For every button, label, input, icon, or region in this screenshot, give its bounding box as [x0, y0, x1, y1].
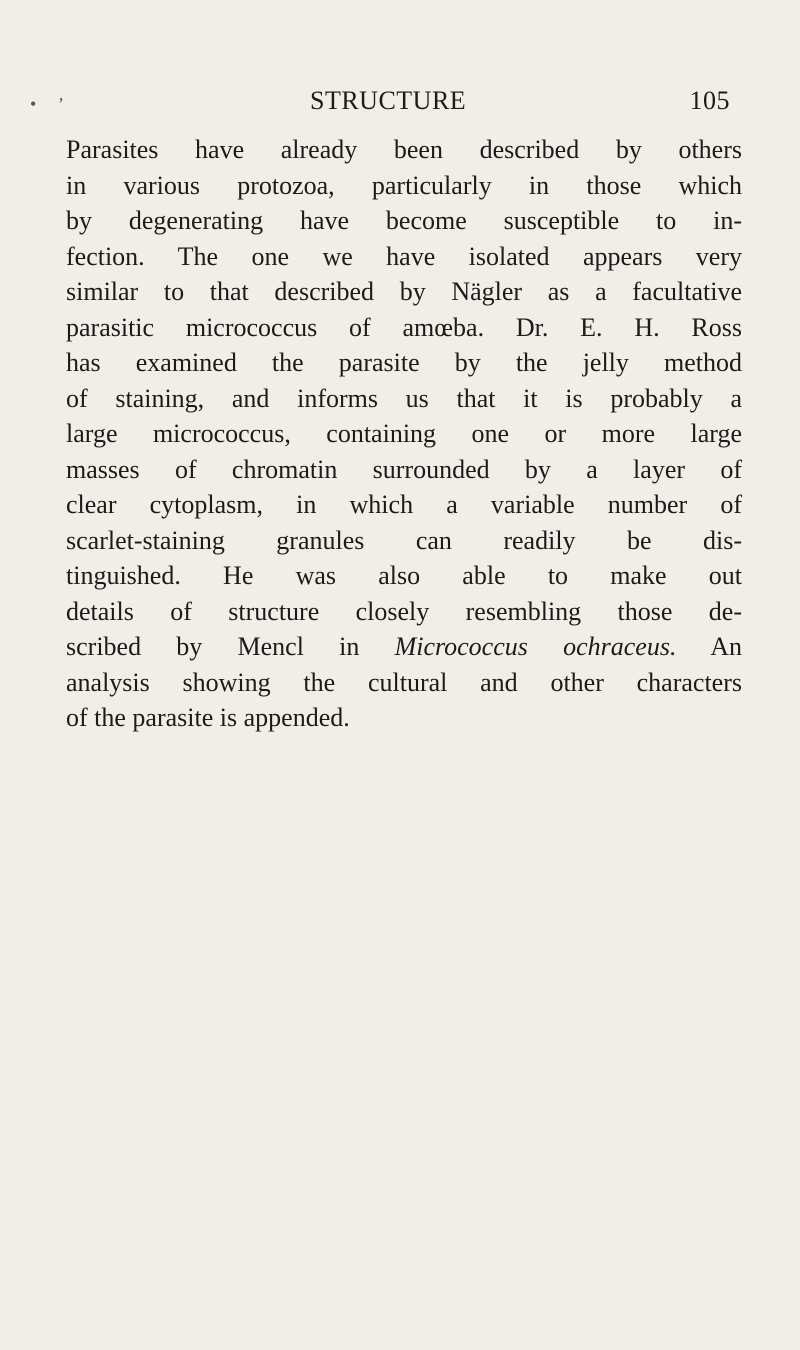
text-line-7: has examined the parasite by the jelly method: [66, 348, 742, 377]
text-line-1: Parasites have already been described by others: [66, 135, 742, 164]
margin-tick-mark: ʼ: [58, 94, 64, 114]
text-line-13: tinguished. He was also able to make out: [66, 561, 742, 590]
species-name: Micrococcus ochraceus.: [394, 632, 677, 661]
text-line-16: analysis showing the cultural and other characters: [66, 667, 742, 697]
text-line-10: masses of chromatin surrounded by a layer of: [66, 454, 742, 484]
text-line-2: in various protozoa, particularly in those which: [66, 170, 742, 200]
running-title: STRUCTURE: [310, 86, 467, 115]
text-line-15: [66, 629, 742, 665]
text-line-12: scarlet-staining granules can readily be dis-: [66, 525, 742, 555]
body-paragraph: [66, 132, 742, 736]
running-head: [310, 86, 730, 122]
text-line-14: details of structure closely resembling those de-: [66, 596, 742, 626]
text-line-3: by degenerating have become susceptible to in-: [66, 206, 742, 235]
text-line-4: fection. The one we have isolated appears very: [66, 241, 742, 271]
margin-dot-mark: •: [30, 94, 37, 114]
text-line-15-start: scribed by Mencl in: [66, 632, 395, 661]
text-line-6: parasitic micrococcus of amœba. Dr. E. H. Ross: [66, 312, 742, 342]
text-line-15-end: An: [676, 632, 743, 661]
text-line-8: of staining, and informs us that it is probably a: [66, 383, 742, 413]
text-line-11: clear cytoplasm, in which a variable number of: [66, 490, 742, 519]
text-line-9: large micrococcus, containing one or more large: [66, 419, 742, 448]
text-line-17: of the parasite is appended.: [66, 703, 350, 732]
text-line-5: similar to that described by Nägler as a facultative: [66, 277, 742, 306]
page-number: 105: [689, 86, 730, 115]
